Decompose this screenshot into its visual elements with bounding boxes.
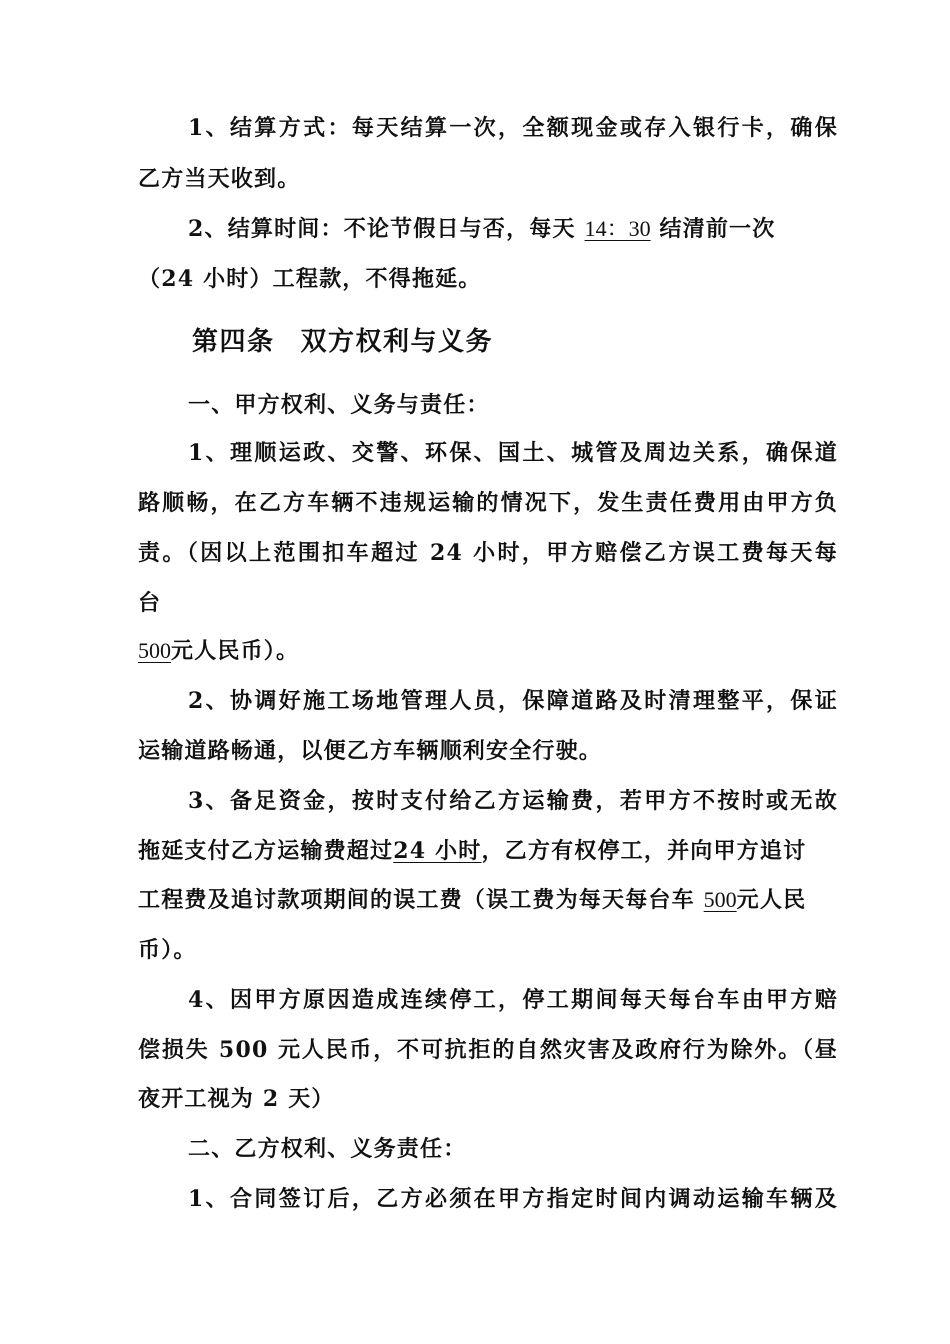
- party-a-item-3-line-4: 币）。: [138, 937, 197, 963]
- party-a-item-1-amount: 500: [138, 638, 171, 663]
- settlement-item-2-line-1: [188, 213, 838, 245]
- party-a-item-3-line-2-prefix: 拖延支付乙方运输费超过: [138, 838, 394, 864]
- party-a-item-3-hours: 24 小时: [393, 838, 482, 864]
- party-a-item-1-line-2: 路顺畅，在乙方车辆不违规运输的情况下，发生责任费用由甲方负: [138, 490, 838, 516]
- party-a-section-title: 一、甲方权利、义务与责任：: [188, 392, 490, 418]
- party-a-item-3-line-1: 3、备足资金，按时支付给乙方运输费，若甲方不按时或无故: [188, 788, 838, 814]
- party-a-item-4-line-1: 4、因甲方原因造成连续停工，停工期间每天每台车由甲方赔: [188, 987, 838, 1013]
- party-a-item-3-line-3-suffix: 元人民: [736, 887, 807, 913]
- party-a-item-2-line-1: 2、协调好施工场地管理人员，保障道路及时清理整平，保证: [188, 688, 838, 714]
- party-a-item-1-line-4: 台: [138, 590, 162, 616]
- party-b-section-title: 二、乙方权利、义务责任：: [188, 1136, 467, 1162]
- settlement-time: 14：30: [584, 216, 651, 241]
- party-a-item-3-line-3: [138, 884, 838, 916]
- party-a-item-1-line-3: 责。（因以上范围扣车超过 24 小时，甲方赔偿乙方误工费每天每: [138, 540, 838, 566]
- party-a-item-3-line-3-prefix: 工程费及追讨款项期间的误工费（误工费为每天每台车: [138, 887, 695, 913]
- party-a-item-1-line-5: [138, 635, 838, 667]
- party-a-item-1-line-1: 1、理顺运政、交警、环保、国土、城管及周边关系，确保道: [188, 440, 838, 466]
- party-b-item-1-line-1: 1、合同签订后，乙方必须在甲方指定时间内调动运输车辆及: [188, 1186, 838, 1212]
- article-4-heading: [192, 324, 493, 360]
- party-a-item-3-line-2-suffix: ，乙方有权停工，并向甲方追讨: [481, 838, 807, 864]
- settlement-item-2-line-2: （24 小时）工程款，不得拖延。: [138, 266, 482, 292]
- party-a-item-4-line-3: 夜开工视为 2 天）: [138, 1086, 335, 1112]
- party-a-item-3-amount: 500: [703, 887, 737, 912]
- settlement-item-2-suffix: 结清前一次: [659, 216, 776, 242]
- settlement-item-1-line-2: 乙方当天收到。: [138, 166, 301, 192]
- settlement-item-1-line-1: 1、结算方式：每天结算一次，全额现金或存入银行卡，确保: [188, 115, 838, 141]
- article-4-number: 第四条: [192, 327, 275, 357]
- settlement-item-2-prefix: 2、结算时间：不论节假日与否，每天: [188, 216, 576, 242]
- party-a-item-4-line-2: 偿损失 500 元人民币，不可抗拒的自然灾害及政府行为除外。（昼: [138, 1037, 838, 1063]
- article-4-title: 双方权利与义务: [300, 327, 494, 357]
- party-a-item-1-line-5-rest: 元人民币）。: [171, 638, 300, 664]
- party-a-item-3-line-2: [138, 835, 838, 867]
- party-a-item-2-line-2: 运输道路畅通，以便乙方车辆顺利安全行驶。: [138, 738, 603, 764]
